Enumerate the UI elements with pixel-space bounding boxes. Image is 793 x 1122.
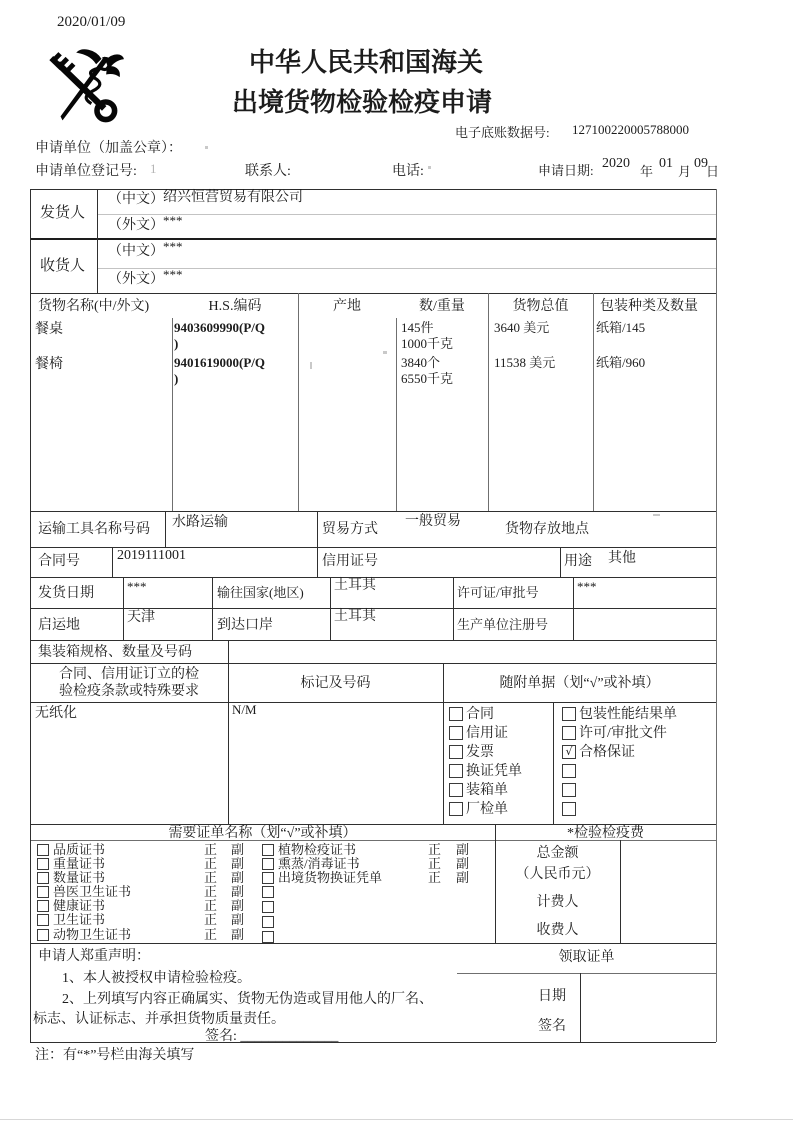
declaration-title: 申请人郑重声明： (38, 949, 150, 964)
goods-row-qty: 3840个 (401, 355, 441, 370)
doc-checkbox-label: 换证凭单 (466, 764, 522, 779)
lc-label: 信用证号 (322, 554, 378, 569)
table-line (212, 577, 213, 640)
trade-mode-label: 贸易方式 (322, 522, 378, 537)
cert-duplicate: 副 (456, 870, 470, 885)
table-line (30, 238, 716, 240)
cert-checkbox (37, 900, 49, 912)
consignor-cn-label: （中文） (108, 192, 164, 207)
faint-mark (310, 362, 312, 369)
table-line (453, 577, 454, 640)
cert-label: 健康证书 (53, 898, 106, 913)
consignor-fn-label: （外文） (108, 218, 164, 233)
consignor-fn-value: *** (163, 213, 183, 228)
cert-label: 重量证书 (53, 856, 106, 871)
applicant-reg-value: 1 (150, 161, 157, 176)
ship-date-value: *** (127, 579, 147, 594)
apply-date-day-unit: 日 (706, 164, 720, 179)
cert-checkbox (262, 872, 274, 884)
applicant-reg-label: 申请单位登记号: (35, 164, 137, 179)
table-line (30, 511, 716, 512)
dest-value: 土耳其 (334, 578, 376, 593)
cert-original: 正 (204, 884, 218, 899)
declaration-line3: 标志、认证标志、并承担货物质量责任。 (33, 1012, 285, 1027)
goods-row-packing: 纸箱/145 (596, 320, 646, 335)
table-line (317, 511, 318, 577)
table-line (580, 973, 581, 1042)
cert-checkbox (37, 858, 49, 870)
apply-date-label: 申请日期: (538, 163, 594, 178)
attached-docs-header: 随附单据（划“√”或补填） (499, 676, 660, 691)
doc-checkbox (449, 802, 463, 816)
footer-note: 注：有“*”号栏由海关填写 (35, 1048, 195, 1063)
table-line (123, 577, 124, 640)
print-date: 2020/01/09 (57, 14, 126, 30)
applicant-unit-label: 申请单位（加盖公章）： (35, 141, 182, 156)
pickup-sign-label: 签名 (538, 1019, 566, 1034)
apply-date-month: 01 (659, 156, 673, 171)
storage-label: 货物存放地点 (505, 522, 589, 537)
table-line (716, 189, 717, 1042)
table-line (553, 702, 554, 824)
producer-label: 生产单位注册号 (457, 617, 549, 632)
table-line (97, 189, 98, 293)
customs-emblem-icon (44, 46, 126, 126)
consignor-label: 发货人 (40, 205, 86, 221)
table-line (593, 293, 594, 511)
doc-checkbox (562, 802, 576, 816)
doc-checkbox (449, 707, 463, 721)
marks-value: N/M (232, 702, 257, 717)
vehicle-label: 运输工具名称号码 (38, 522, 150, 537)
table-line (165, 511, 166, 547)
phone-label: 电话: (392, 164, 424, 179)
cert-original: 正 (204, 898, 218, 913)
table-line (30, 824, 716, 825)
table-line (30, 1042, 716, 1043)
cert-duplicate: 副 (231, 870, 245, 885)
goods-row-value: 11538 美元 (494, 355, 556, 370)
cert-checkbox (37, 844, 49, 856)
cert-original: 正 (204, 912, 218, 927)
cert-duplicate: 副 (231, 842, 245, 857)
cert-label: 动物卫生证书 (53, 927, 132, 942)
fee-total-label: 总金额 (536, 846, 579, 861)
table-line (30, 702, 716, 703)
table-line (97, 268, 716, 269)
table-line (330, 577, 331, 640)
goods-row-value: 3640 美元 (494, 320, 550, 335)
vehicle-value: 水路运输 (172, 515, 228, 530)
doc-checkbox-label: 信用证 (466, 726, 508, 741)
faint-mark (205, 146, 208, 149)
doc-checkbox (562, 783, 576, 797)
cert-checkbox (262, 858, 274, 870)
eledger-label: 电子底账数据号: (455, 125, 550, 140)
clauses-value: 无纸化 (35, 706, 77, 721)
cert-label: 植物检疫证书 (278, 842, 357, 857)
page-title-org: 中华人民共和国海关 (248, 48, 483, 77)
table-line (112, 547, 113, 577)
goods-row-name: 餐椅 (35, 357, 63, 372)
clauses-header-line1: 合同、信用证订立的检 (59, 667, 199, 682)
doc-checkbox-label: 许可/审批文件 (579, 726, 667, 741)
goods-row-packing: 纸箱/960 (596, 355, 646, 370)
cert-label: 数量证书 (53, 870, 106, 885)
apply-date-month-unit: 月 (678, 164, 692, 179)
cert-duplicate: 副 (456, 856, 470, 871)
goods-row-hs: 9401619000(P/Q (174, 355, 265, 370)
cert-label: 兽医卫生证书 (53, 884, 132, 899)
cert-checkbox (37, 872, 49, 884)
faint-mark (428, 166, 431, 169)
usage-value: 其他 (608, 551, 636, 566)
cert-label: 品质证书 (53, 842, 106, 857)
table-line (228, 640, 229, 824)
consignor-cn-value: 绍兴恒营贸易有限公司 (163, 190, 303, 205)
goods-header-name: 货物名称(中/外文) (38, 299, 150, 314)
clauses-header-line2: 验检疫条款或特殊要求 (59, 684, 199, 699)
departure-value: 天津 (127, 610, 155, 625)
faint-mark (383, 351, 387, 354)
table-line (298, 293, 299, 511)
page-edge (0, 1119, 793, 1120)
cert-checkbox (262, 916, 274, 928)
departure-label: 启运地 (38, 618, 80, 633)
goods-header-value: 货物总值 (512, 299, 569, 314)
pickup-title: 领取证单 (558, 950, 615, 965)
cert-label: 出境货物换证凭单 (278, 870, 383, 885)
cert-original: 正 (204, 927, 218, 942)
table-line (488, 293, 489, 511)
doc-checkbox (449, 726, 463, 740)
cert-original: 正 (204, 870, 218, 885)
doc-checkbox-label: 发票 (466, 745, 494, 760)
table-line (560, 547, 561, 577)
fee-total-unit: （人民币元） (515, 867, 600, 882)
apply-date-day: 09 (694, 156, 708, 171)
table-line (573, 577, 574, 640)
apply-date-year: 2020 (602, 156, 630, 171)
consignee-fn-value: *** (163, 267, 183, 282)
doc-checkbox (562, 707, 576, 721)
contact-label: 联系人: (245, 164, 291, 179)
doc-checkbox (562, 764, 576, 778)
arrival-value: 土耳其 (334, 609, 376, 624)
trade-mode-value: 一般贸易 (405, 514, 461, 529)
cert-duplicate: 副 (231, 898, 245, 913)
consignee-cn-value: *** (163, 239, 183, 254)
cert-checkbox (262, 886, 274, 898)
fee-header: *检验检疫费 (567, 826, 644, 841)
cert-duplicate: 副 (231, 912, 245, 927)
permit-label: 许可证/审批号 (457, 585, 539, 600)
cert-duplicate: 副 (231, 927, 245, 942)
goods-row-qty: 145件 (401, 320, 434, 335)
contract-value: 2019111001 (117, 548, 186, 563)
cert-label: 熏蒸/消毒证书 (278, 856, 360, 871)
cert-duplicate: 副 (231, 856, 245, 871)
cert-checkbox (262, 931, 274, 943)
table-line (457, 973, 716, 974)
goods-header-packing: 包装种类及数量 (600, 299, 698, 314)
dest-label: 输往国家(地区) (217, 585, 304, 600)
consignee-label: 收货人 (40, 258, 86, 274)
marks-header: 标记及号码 (300, 676, 371, 691)
cert-original: 正 (428, 856, 442, 871)
goods-row-hs2: ) (174, 336, 179, 351)
usage-label: 用途 (564, 554, 592, 569)
goods-row-hs2: ) (174, 371, 179, 386)
doc-checkbox (449, 764, 463, 778)
doc-checkbox-label: 装箱单 (466, 783, 508, 798)
ship-date-label: 发货日期 (38, 586, 94, 601)
goods-row-weight: 1000千克 (401, 336, 454, 351)
cert-label: 卫生证书 (53, 912, 106, 927)
goods-row-hs: 9403609990(P/Q (174, 320, 265, 335)
goods-header-qty: 数/重量 (419, 299, 465, 314)
cert-checkbox (37, 929, 49, 941)
doc-checkbox-label: 包装性能结果单 (579, 707, 677, 722)
doc-checkbox-label: 合同 (466, 707, 494, 722)
cert-original: 正 (204, 856, 218, 871)
declaration-sign-label: 签名: ______________ (205, 1029, 339, 1044)
declaration-line2: 2、上列填写内容正确属实、货物无伪造或冒用他人的厂名、 (62, 992, 433, 1007)
table-line (30, 293, 716, 294)
table-line (30, 640, 716, 641)
declaration-line1: 1、本人被授权申请检验检疫。 (62, 971, 251, 986)
faint-mark (653, 514, 660, 516)
fee-collector-label: 收费人 (536, 923, 579, 938)
cert-original: 正 (428, 842, 442, 857)
table-line (172, 318, 173, 511)
doc-checkbox-label: 合格保证 (579, 745, 635, 760)
fee-calculator-label: 计费人 (536, 895, 579, 910)
cert-duplicate: 副 (231, 884, 245, 899)
table-line (30, 943, 716, 944)
cert-checkbox (37, 886, 49, 898)
pickup-date-label: 日期 (538, 989, 566, 1004)
cert-duplicate: 副 (456, 842, 470, 857)
container-label: 集装箱规格、数量及号码 (38, 645, 192, 660)
table-line (30, 189, 716, 190)
cert-original: 正 (428, 870, 442, 885)
page-title-form: 出境货物检验检疫申请 (231, 88, 492, 117)
cert-checkbox (262, 844, 274, 856)
arrival-label: 到达口岸 (217, 618, 273, 633)
consignee-cn-label: （中文） (108, 244, 164, 259)
certs-header: 需要证单名称（划“√”或补填） (168, 826, 357, 841)
cert-original: 正 (204, 842, 218, 857)
cert-checkbox (37, 914, 49, 926)
eledger-number: 127100220005788000 (572, 122, 689, 137)
table-line (396, 318, 397, 511)
table-line (30, 189, 31, 1042)
goods-header-hs: H.S.编码 (208, 299, 262, 314)
doc-checkbox (449, 783, 463, 797)
cert-checkbox (262, 901, 274, 913)
doc-checkbox (562, 726, 576, 740)
goods-row-name: 餐桌 (35, 322, 63, 337)
table-line (97, 214, 716, 215)
contract-label: 合同号 (38, 554, 80, 569)
goods-row-weight: 6550千克 (401, 371, 454, 386)
consignee-fn-label: （外文） (108, 272, 164, 287)
doc-checkbox (449, 745, 463, 759)
apply-date-year-unit: 年 (640, 164, 654, 179)
permit-value: *** (577, 579, 597, 594)
doc-checkbox-checked: √ (562, 745, 576, 759)
table-line (30, 663, 716, 664)
goods-header-origin: 产地 (333, 299, 361, 314)
doc-checkbox-label: 厂检单 (466, 802, 508, 817)
table-line (620, 840, 621, 943)
